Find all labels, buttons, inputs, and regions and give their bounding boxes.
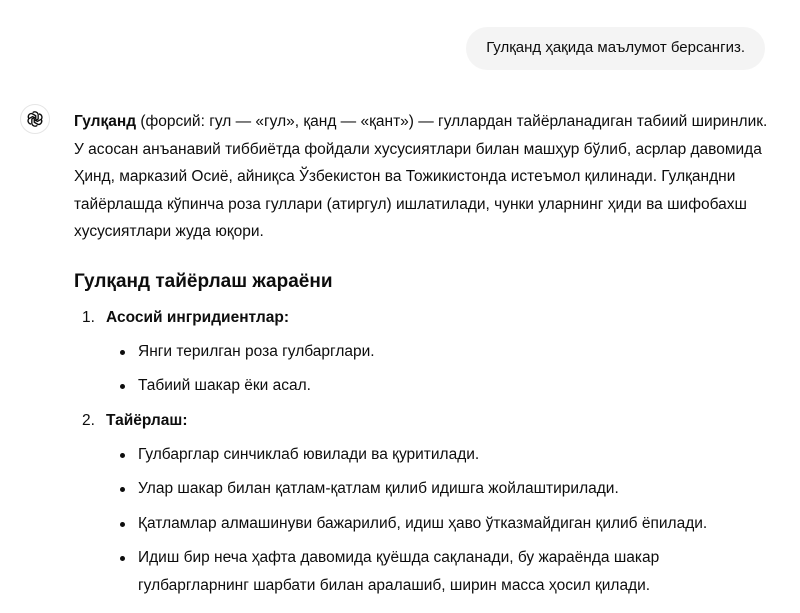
- bullet-item: Гулбарглар синчиклаб ювилади ва қуритилади.: [106, 441, 774, 469]
- step-item: [74, 304, 774, 400]
- bullet-item: Улар шакар билан қатлам-қатлам қилиб идишга жойлаштирилади.: [106, 475, 774, 503]
- assistant-message: [74, 108, 774, 606]
- steps-list: [74, 304, 774, 600]
- bullet-item: Янги терилган роза гулбарглари.: [106, 338, 774, 366]
- bullet-item: Идиш бир неча ҳафта давомида қуёшда сақланади, бу жараёнда шакар гулбаргларнинг шарбати билан аралашиб, ширин масса ҳосил қилади.: [106, 544, 774, 599]
- step-item: [74, 407, 774, 600]
- step-number: 2.: [82, 411, 95, 429]
- step-title: Тайёрлаш:: [106, 411, 188, 429]
- user-message-text: Гулқанд ҳақида маълумот берсангиз.: [486, 39, 745, 56]
- intro-paragraph: [74, 108, 774, 246]
- bullet-item: Қатламлар алмашинуви бажарилиб, идиш ҳаво ўтказмайдиган қилиб ёпилади.: [106, 510, 774, 538]
- bullet-item: Табиий шакар ёки асал.: [106, 372, 774, 400]
- step-title: Асосий ингридиентлар:: [106, 308, 290, 326]
- step-number: 1.: [82, 308, 95, 326]
- assistant-avatar: [20, 104, 50, 134]
- bullet-list: [106, 441, 774, 600]
- user-message-bubble: [466, 27, 765, 70]
- bullet-list: [106, 338, 774, 400]
- intro-text: (форсий: гул — «гул», қанд — «қант») — гуллардан тайёрланадиган табиий ширинлик. У асосан анъанавий тиббиётда фойдали хусусиятлари билан машҳур бўлиб, асрлар давомида Ҳинд, марказий Осиё, айниқса Ўзбекистон ва Тожикистонда истеъмол қилинади. Гулқандни тайёрлашда кўпинча роза гуллари (атиргул) ишлатилади, чунки уларнинг ҳиди ва шифобахш хусусиятлари жуда юқори.: [74, 113, 768, 240]
- intro-term: Гулқанд: [74, 113, 137, 130]
- openai-logo-icon: [25, 109, 45, 129]
- section-heading: Гулқанд тайёрлаш жараёни: [74, 270, 333, 292]
